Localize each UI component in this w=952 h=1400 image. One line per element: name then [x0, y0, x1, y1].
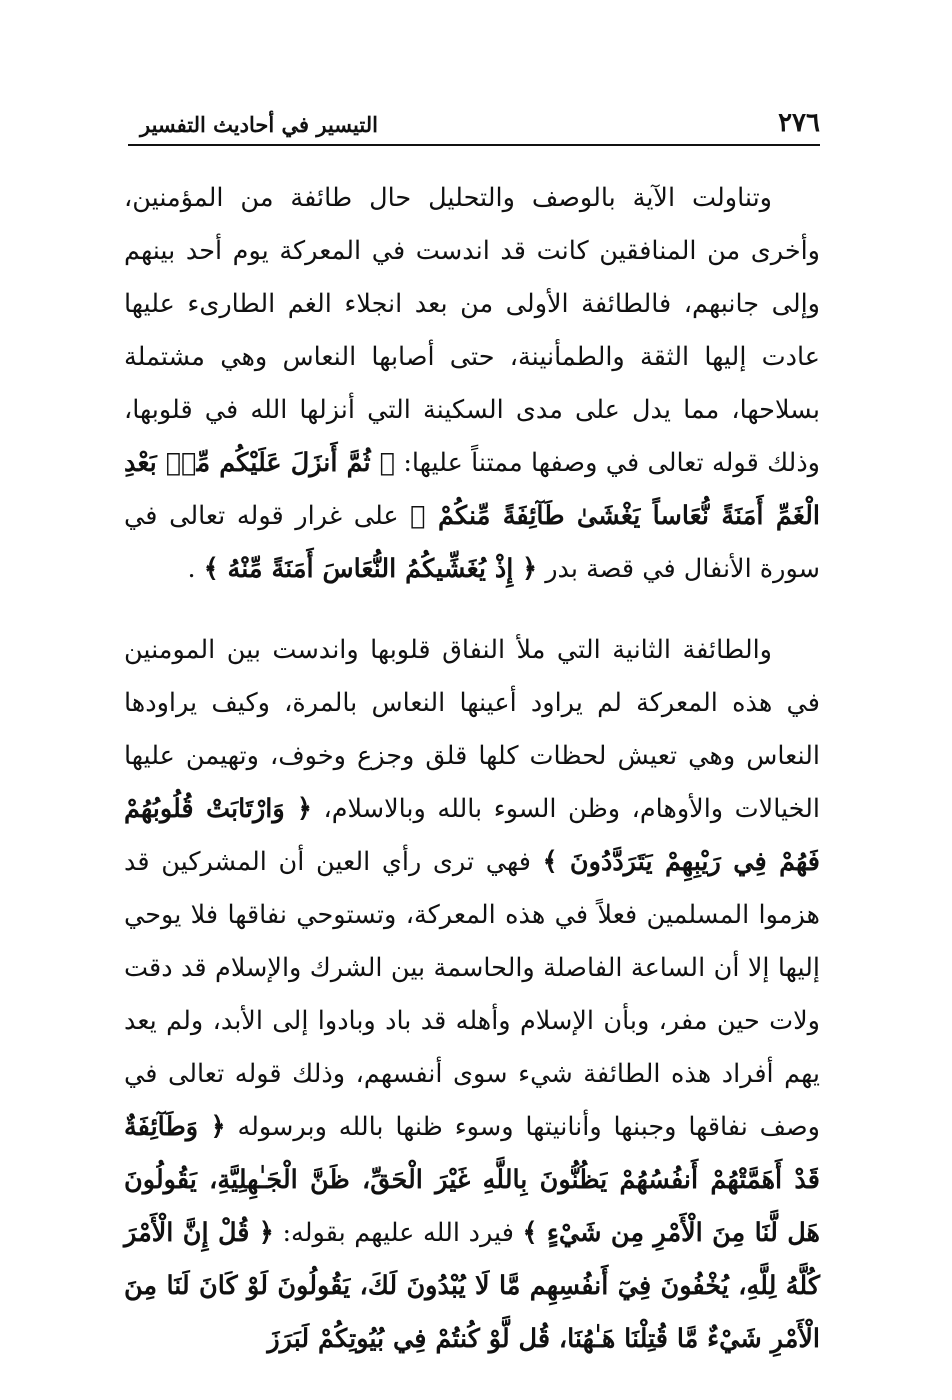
page-header: [128, 104, 820, 146]
quran-verse-4: ﴿ وَطَآئِفَةٌ قَدْ أَهَمَّتْهُمْ أَنفُسُهُمْ يَظُنُّونَ بِاللَّهِ غَيْرَ الْحَقِّ، ظَنَّ الْجَـٰهِلِيَّةِ، يَقُولُونَ هَل لَّنَا مِنَ الْأَمْرِ مِن شَيْءٍ ﴾: [124, 1112, 821, 1248]
paragraph-2-text-1: والطائفة الثانية التي ملأ النفاق قلوبها واندست بين المومنين في هذه المعركة لم يراود أعينها النعاس بالمرة، وكيف يراودها النعاس وهي تعيش لحظات كلها قلق وجزع وخوف، وتهيمن عليها الخيالات والأوهام، وظن السوء بالله وبالاسلام،: [124, 635, 820, 824]
paragraph-1-text-2: على غرار قوله تعالى في سورة الأنفال في قصة بدر: [124, 501, 820, 584]
quran-verse-2: ﴿ إِذْ يُغَشِّيكُمُ النُّعَاسَ أَمَنَةً مِّنْهُ ﴾: [203, 554, 538, 584]
running-title: التيسير في أحاديث التفسير: [140, 112, 378, 137]
paragraph-1: [124, 172, 820, 596]
paragraph-2-text-2: فهي ترى رأي العين أن المشركين قد هزموا المسلمين فعلاً في هذه المعركة، وتستوحي نفاقها فلا يوحي إليها إلا أن الساعة الفاصلة والحاسمة بين الشرك والإسلام قد دقت ولات حين مفر، وبأن الإسلام وأهله قد باد وبادوا إلى الأبد، ولم يعد يهم أفراد هذه الطائفة شيء سوى أنفسهم، وذلك قوله تعالى في وصف نفاقها وجبنها وأنانيتها وسوء ظنها بالله وبرسوله: [124, 847, 820, 1142]
quran-verse-3: ﴿ وَارْتَابَتْ قُلُوبُهُمْ فَهُمْ فِي رَيْبِهِمْ يَتَرَدَّدُونَ ﴾: [124, 794, 820, 877]
page-number: ٢٧٦: [778, 108, 820, 138]
paragraph-2: [124, 624, 820, 1366]
page-body: [124, 172, 820, 1366]
paragraph-1-text-3: .: [187, 554, 204, 584]
paragraph-1-text-1: وتناولت الآية بالوصف والتحليل حال طائفة من المؤمنين، وأخرى من المنافقين كانت قد اندست في المعركة يوم أحد بينهم وإلى جانبهم، فالطائفة الأولى من بعد انجلاء الغم الطارىء عليها عادت إليها الثقة والطمأنينة، حتى أصابها النعاس وهي مشتملة بسلاحها، مما يدل على مدى السكينة التي أنزلها الله في قلوبها، وذلك قوله تعالى في وصفها ممتناً عليها:: [124, 183, 820, 478]
quran-verse-5: ﴿ قُلْ إِنَّ الْأَمْرَ كُلَّهُ لِلَّهِ، يُخْفُونَ فِيٓ أَنفُسِهِم مَّا لَا يُبْدُونَ لَكَ، يَقُولُونَ لَوْ كَانَ لَنَا مِنَ الْأَمْرِ شَيْءٌ مَّا قُتِلْنَا هَـٰهُنَا، قُل لَّوْ كُنتُمْ فِي بُيُوتِكُمْ لَبَرَزَ: [124, 1218, 820, 1354]
quran-verse-1: ﴿ ثُمَّ أَنزَلَ عَلَيْكُم مِّنۢ بَعْدِ الْغَمِّ أَمَنَةً نُّعَاساً يَغْشَىٰ طَآئِفَةً مِّنكُمْ ﴾: [124, 448, 821, 531]
paragraph-2-text-3: فيرد الله عليهم بقوله:: [273, 1218, 523, 1248]
